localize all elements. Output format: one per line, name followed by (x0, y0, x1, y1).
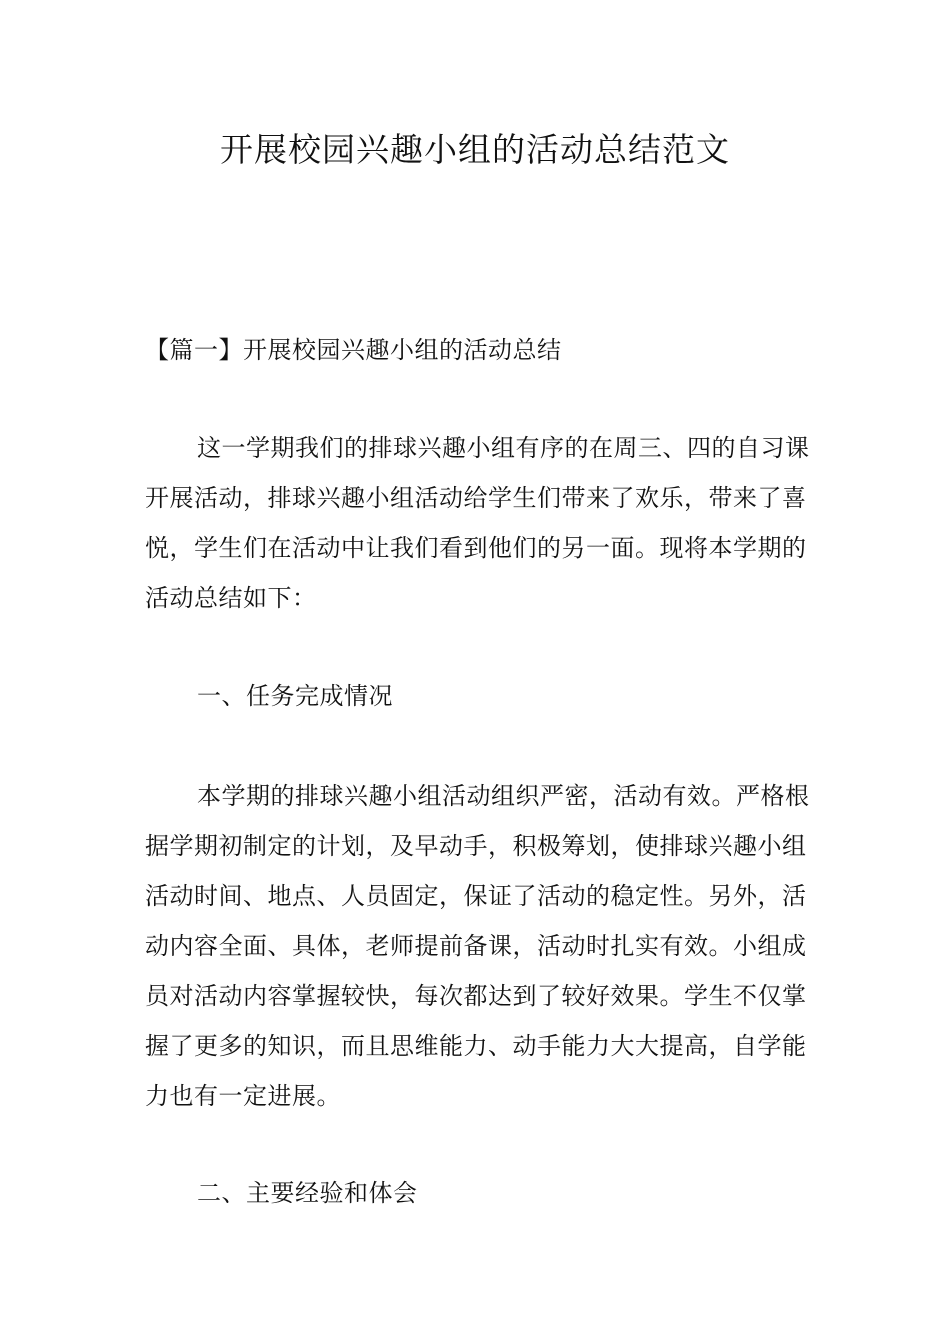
document-title: 开展校园兴趣小组的活动总结范文 (220, 130, 730, 169)
section-heading: 【篇一】开展校园兴趣小组的活动总结 (145, 336, 562, 364)
part1-heading: 一、任务完成情况 (197, 682, 393, 710)
intro-paragraph: 这一学期我们的排球兴趣小组有序的在周三、四的自习课开展活动，排球兴趣小组活动给学生们带来了欢乐，带来了喜悦，学生们在活动中让我们看到他们的另一面。现将本学期的活动总结如下： (145, 434, 810, 612)
part2-heading: 二、主要经验和体会 (197, 1179, 418, 1207)
part1-paragraph: 本学期的排球兴趣小组活动组织严密，活动有效。严格根据学期初制定的计划，及早动手，积极筹划，使排球兴趣小组活动时间、地点、人员固定，保证了活动的稳定性。另外，活动内容全面、具体，老师提前备课，活动时扎实有效。小组成员对活动内容掌握较快，每次都达到了较好效果。学生不仅掌握了更多的知识，而且思维能力、动手能力大大提高，自学能力也有一定进展。 (145, 782, 810, 1110)
